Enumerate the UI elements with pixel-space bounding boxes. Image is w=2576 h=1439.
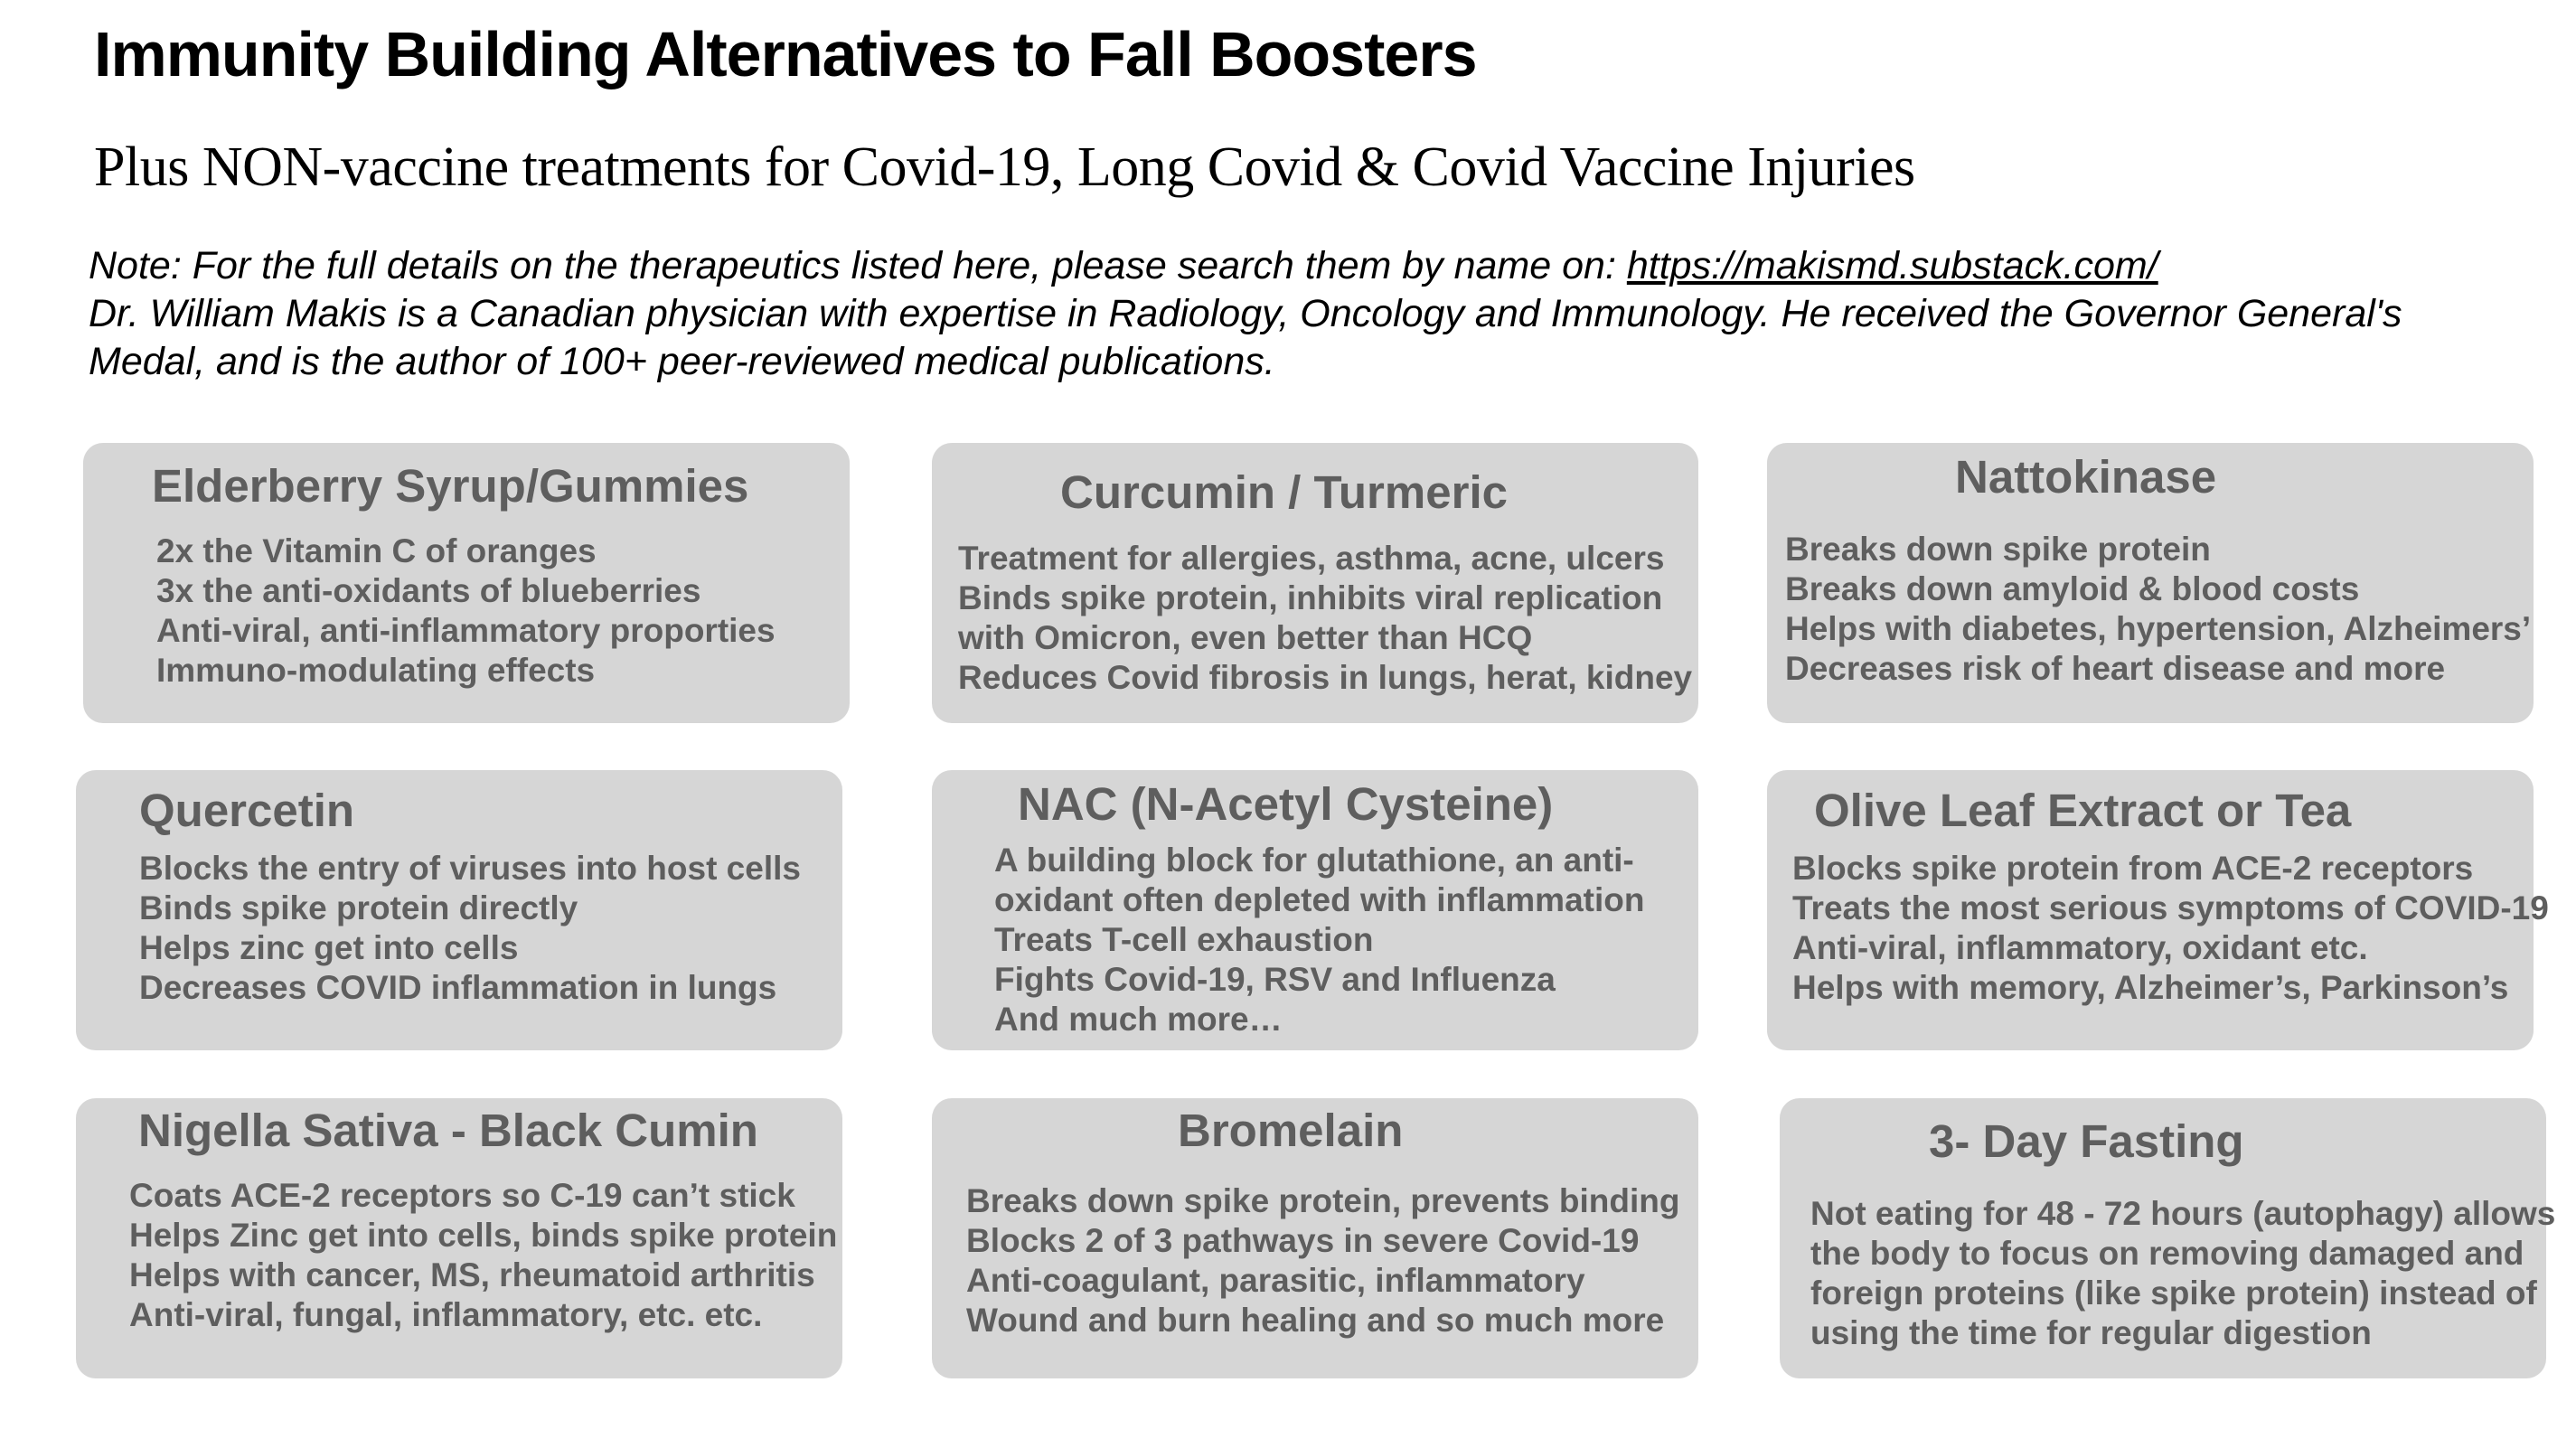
card-title: Olive Leaf Extract or Tea	[1814, 785, 2352, 836]
list-item: Helps with diabetes, hypertension, Alzheimers’	[1785, 610, 2532, 647]
list-item: And much more…	[994, 1001, 1283, 1038]
card-list	[1785, 530, 2531, 689]
card-list	[1792, 849, 2549, 1008]
list-item: Helps with cancer, MS, rheumatoid arthritis	[129, 1256, 815, 1293]
list-item: the body to focus on removing damaged and	[1810, 1235, 2524, 1272]
list-item: Decreases risk of heart disease and more	[1785, 650, 2446, 687]
list-item: using the time for regular digestion	[1810, 1314, 2372, 1351]
card-list	[1810, 1194, 2555, 1353]
card-title: Elderberry Syrup/Gummies	[152, 460, 749, 512]
list-item: Blocks spike protein from ACE-2 receptors	[1792, 850, 2474, 887]
list-item: Anti-coagulant, parasitic, inflammatory	[966, 1262, 1585, 1299]
card-list	[958, 539, 1692, 698]
list-item: Helps zinc get into cells	[139, 929, 519, 966]
list-item: with Omicron, even better than HCQ	[958, 619, 1533, 656]
list-item: Anti-viral, fungal, inflammatory, etc. etc.	[129, 1296, 763, 1333]
list-item: Helps with memory, Alzheimer’s, Parkinson’s	[1792, 969, 2509, 1006]
note-line	[89, 242, 2439, 290]
card-quercetin	[76, 770, 842, 1050]
list-item: Binds spike protein directly	[139, 889, 578, 926]
card-title: 3- Day Fasting	[1929, 1115, 2244, 1167]
list-item: Treats the most serious symptoms of COVID-19	[1792, 889, 2549, 926]
substack-link[interactable]: https://makismd.substack.com/	[1626, 244, 2158, 287]
page-title: Immunity Building Alternatives to Fall Boosters	[94, 19, 1477, 89]
list-item: Anti-viral, anti-inflammatory proporties	[156, 612, 776, 649]
card-list	[966, 1181, 1679, 1340]
note-prefix: Note: For the full details on the therapeutics listed here, please search them by name on:	[89, 244, 1627, 287]
author-bio: Dr. William Makis is a Canadian physician with expertise in Radiology, Oncology and Immunology. He received the Governor General's Medal, and is the author of 100+ peer-reviewed medical publications.	[89, 292, 2402, 383]
list-item: Decreases COVID inflammation in lungs	[139, 969, 777, 1006]
card-bromelain	[932, 1098, 1698, 1378]
list-item: A building block for glutathione, an anti-	[994, 842, 1634, 879]
card-title: NAC (N-Acetyl Cysteine)	[1018, 778, 1554, 830]
card-nac	[932, 770, 1698, 1050]
list-item: Helps Zinc get into cells, binds spike protein	[129, 1217, 838, 1254]
card-title: Bromelain	[1178, 1105, 1404, 1156]
list-item: Immuno-modulating effects	[156, 652, 596, 689]
list-item: Reduces Covid fibrosis in lungs, herat, kidney	[958, 659, 1693, 696]
card-nigella-sativa	[76, 1098, 842, 1378]
list-item: Breaks down spike protein, prevents binding	[966, 1182, 1680, 1219]
card-nattokinase	[1767, 443, 2534, 723]
list-item: Blocks 2 of 3 pathways in severe Covid-19	[966, 1222, 1640, 1259]
list-item: Fights Covid-19, RSV and Influenza	[994, 961, 1556, 998]
list-item: Wound and burn healing and so much more	[966, 1302, 1665, 1339]
card-elderberry	[83, 443, 850, 723]
card-fasting	[1780, 1098, 2556, 1378]
page-subtitle: Plus NON-vaccine treatments for Covid-19, Long Covid & Covid Vaccine Injuries	[94, 136, 1915, 198]
list-item: 2x the Vitamin C of oranges	[156, 532, 597, 569]
card-list	[994, 841, 1644, 1039]
card-title: Nigella Sativa - Black Cumin	[138, 1105, 758, 1156]
list-item: oxidant often depleted with inflammation	[994, 881, 1645, 918]
card-list	[139, 849, 801, 1008]
list-item: 3x the anti-oxidants of blueberries	[156, 572, 701, 609]
card-olive-leaf	[1767, 770, 2549, 1050]
card-list	[129, 1176, 837, 1335]
list-item: Treats T-cell exhaustion	[994, 921, 1374, 958]
card-title: Nattokinase	[1955, 451, 2217, 503]
card-title: Quercetin	[139, 785, 355, 836]
card-list	[156, 531, 776, 691]
list-item: Not eating for 48 - 72 hours (autophagy) allows	[1810, 1195, 2556, 1232]
list-item: Binds spike protein, inhibits viral replication	[958, 579, 1663, 616]
card-curcumin	[932, 443, 1698, 723]
list-item: Blocks the entry of viruses into host cells	[139, 850, 801, 887]
note-section	[89, 242, 2439, 386]
list-item: Breaks down amyloid & blood costs	[1785, 570, 2360, 607]
card-title: Curcumin / Turmeric	[1060, 466, 1508, 518]
list-item: Treatment for allergies, asthma, acne, ulcers	[958, 540, 1665, 577]
list-item: Anti-viral, inflammatory, oxidant etc.	[1792, 929, 2368, 966]
list-item: Coats ACE-2 receptors so C-19 can’t stick	[129, 1177, 795, 1214]
list-item: Breaks down spike protein	[1785, 531, 2211, 568]
list-item: foreign proteins (like spike protein) instead of	[1810, 1274, 2537, 1312]
